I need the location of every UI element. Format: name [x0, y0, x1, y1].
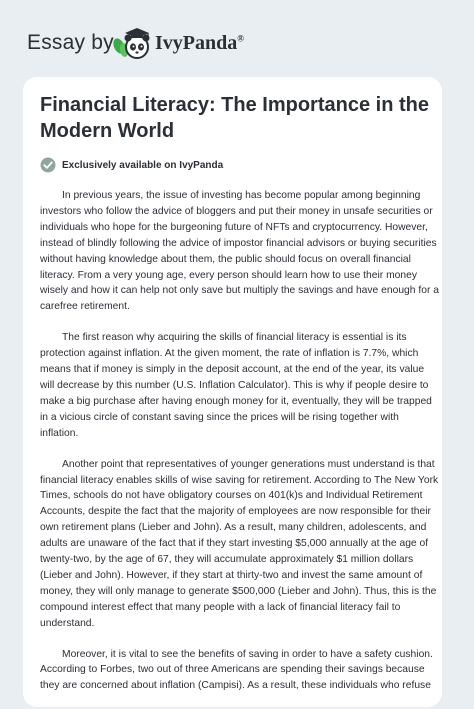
- site-header: [0, 0, 474, 76]
- paragraph: The first reason why acquiring the skills of financial literacy is essential is its protection against inflation. At the given moment, the rate of inflation is 7.7%, which means that if money is simply in the deposit account, at the end of the year, its value will decrease by this number (U.S. Inflation Calculator). This is why if people desire to make a big purchase after having enough money for it, eventually, they will be trapped in a vicious circle of constant saving since the prices will be rising together with inflation.: [40, 332, 432, 439]
- brand-name[interactable]: IvyPanda®: [155, 32, 244, 54]
- paragraph: Moreover, it is vital to see the benefits of saving in order to have a safety cushion. According to Forbes, two out of three Americans are spending their savings because they are concerned about inflation (Campisi). As a result, these individuals who refuse: [40, 648, 433, 692]
- panda-graduate-icon[interactable]: [113, 26, 153, 62]
- essay-by-label: Essay by: [27, 31, 114, 54]
- check-circle-icon: [40, 157, 56, 173]
- exclusive-label: Exclusively available on IvyPanda: [62, 159, 224, 171]
- paragraph: Another point that representatives of younger generations must understand is that financial literacy enables skills of wise saving for retirement. According to The New York Times, schools do not have obligatory courses on 401(k)s and Individual Retirement Accounts, despite the fact that the majority of employees are now responsible for their own retirement plans (Lieber and John). As a result, many children, adolescents, and adults are unaware of the fact that if they start investing $5,000 annually at the age of twenty-two, by the age of 67, they will accumulate approximately $1 million dollars (Lieber and John). However, if they start at thirty-two and invest the same amount of money, they will only manage to generate $500,000 (Lieber and John). Thus, this is the compound interest effect that many people with a lack of financial literacy fail to understand.: [40, 458, 439, 629]
- page-title: Financial Literacy: The Importance in the Modern World: [40, 94, 429, 142]
- registered-mark: ®: [237, 33, 244, 44]
- exclusive-badge: [40, 156, 223, 174]
- paragraph: In previous years, the issue of investing has become popular among beginning investors who follow the advice of bloggers and put their money in unsafe securities or individuals who hope for the burgeoning future of NFTs and cryptocurrency. However, instead of blindly following the advice of impostor financial advisors or buying securities without having knowledge about them, the public should focus on overall financial literacy. From a very young age, every person should learn how to use their money wisely and how it can help not only save but multiply the savings and have enough for a carefree retirement.: [40, 190, 439, 313]
- essay-body: [40, 188, 440, 709]
